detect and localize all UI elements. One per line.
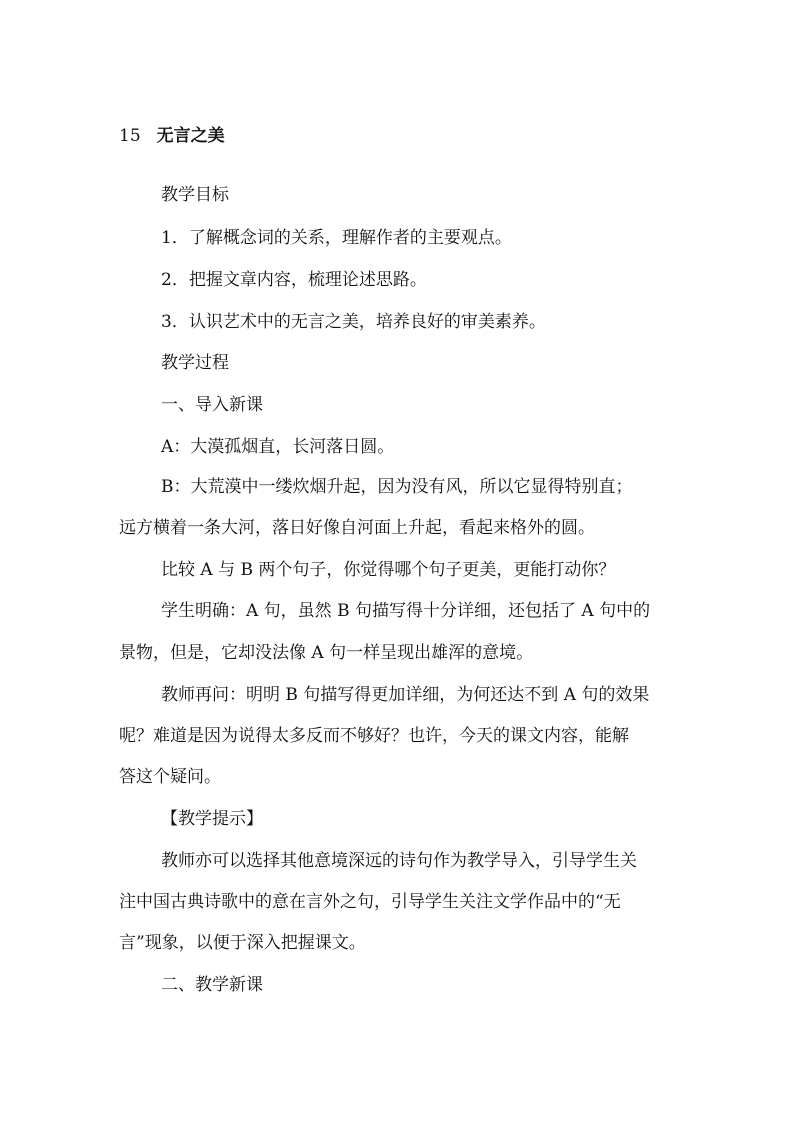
sentence-b-line-1: B：大荒漠中一缕炊烟升起，因为没有风，所以它显得特别直； (161, 477, 633, 497)
section-heading-2: 二、教学新课 (161, 975, 263, 995)
sentence-a: A：大漠孤烟直，长河落日圆。 (161, 437, 395, 457)
teacher-question-line-2: 呢？难道是因为说得太多反而不够好？也许，今天的课文内容，能解 (119, 726, 629, 746)
objective-item-3: 3．认识艺术中的无言之美，培养良好的审美素养。 (161, 312, 546, 332)
sentence-b-line-2: 远方横着一条大河，落日好像自河面上升起，看起来格外的圆。 (119, 518, 595, 538)
teacher-question-line-1: 教师再问：明明 B 句描写得更加详细，为何还达不到 A 句的效果 (161, 685, 650, 705)
compare-question: 比较 A 与 B 两个句子，你觉得哪个句子更美，更能打动你？ (161, 560, 616, 580)
teaching-tip-line-1: 教师亦可以选择其他意境深远的诗句作为教学导入，引导学生关 (161, 851, 637, 871)
teaching-tip-heading: 【教学提示】 (161, 809, 263, 829)
objectives-heading: 教学目标 (161, 185, 229, 205)
process-heading: 教学过程 (161, 353, 229, 373)
student-answer-line-2: 景物，但是，它却没法像 A 句一样呈现出雄浑的意境。 (119, 643, 534, 663)
lesson-title (119, 126, 225, 146)
lesson-number: 15 (119, 126, 141, 146)
objective-item-2: 2．把握文章内容，梳理论述思路。 (161, 270, 427, 290)
lesson-title-text: 无言之美 (156, 126, 225, 146)
student-answer-line-1: 学生明确：A 句，虽然 B 句描写得十分详细，还包括了 A 句中的 (161, 601, 651, 621)
teaching-tip-line-2: 注中国古典诗歌中的意在言外之句，引导学生关注文学作品中的“无 (119, 892, 621, 912)
teacher-question-line-3: 答这个疑问。 (119, 767, 221, 787)
teaching-tip-line-3: 言”现象，以便于深入把握课文。 (119, 933, 366, 953)
section-heading-1: 一、导入新课 (161, 395, 263, 415)
objective-item-1: 1．了解概念词的关系，理解作者的主要观点。 (161, 228, 512, 248)
